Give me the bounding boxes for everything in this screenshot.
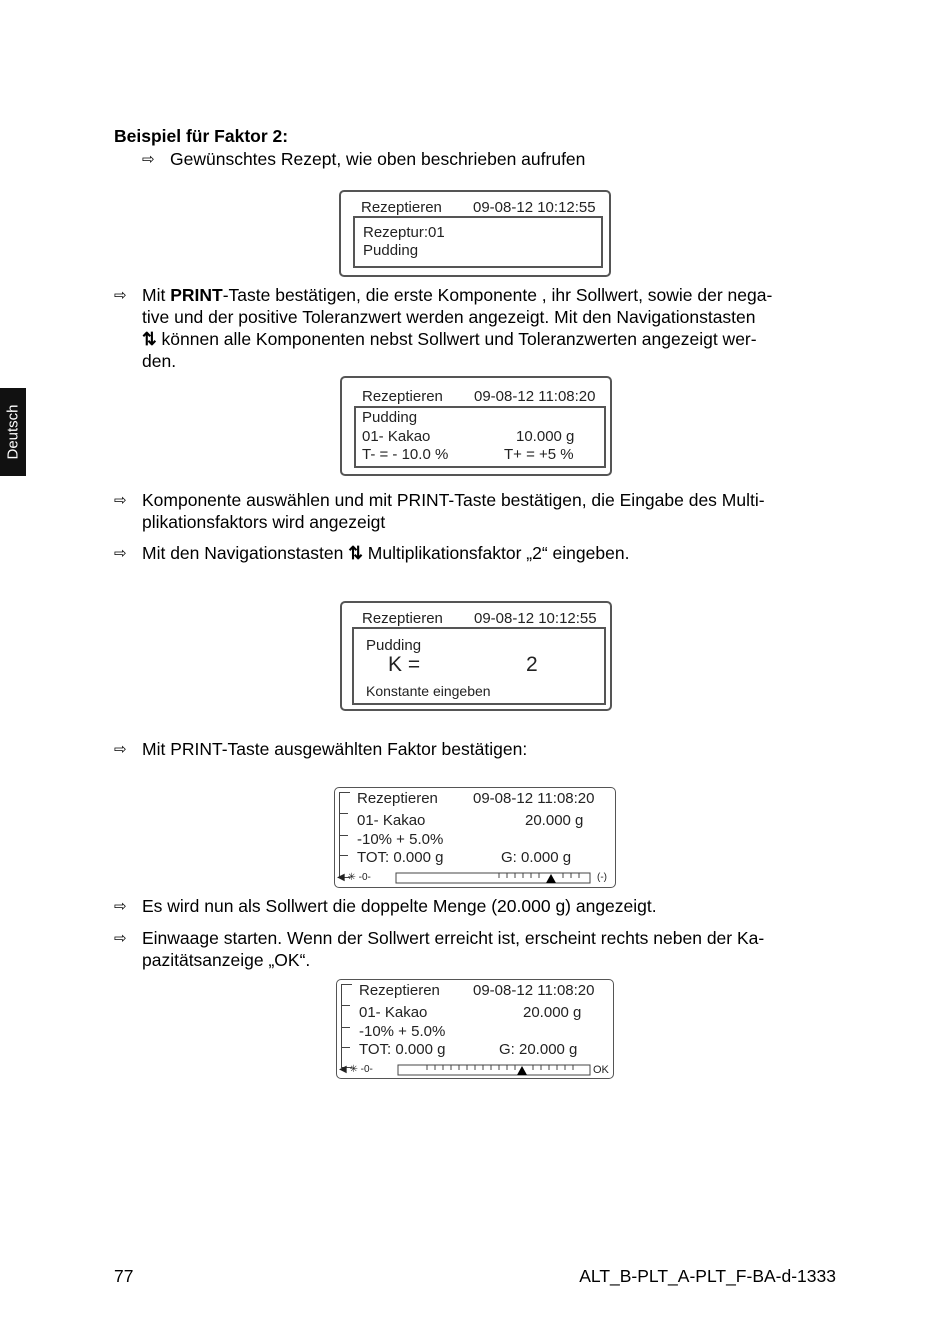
component-target: 20.000 g [523, 1004, 582, 1021]
tolerance-range: -10% + 5.0% [359, 1023, 446, 1040]
step-1-text: Gewünschtes Rezept, wie oben beschrieben aufrufen [170, 149, 586, 169]
arrow-icon: ⇨ [142, 151, 155, 168]
component-target: 20.000 g [525, 812, 584, 829]
level-indicator [339, 792, 350, 878]
screen-title: Rezeptieren [362, 610, 443, 627]
capacity-bar [395, 872, 591, 884]
target-marker-icon [546, 874, 556, 883]
step-4-prefix: Mit den Navigationstasten [142, 543, 349, 563]
arrow-icon: ⇨ [114, 545, 127, 562]
screen-datetime: 09-08-12 10:12:55 [474, 610, 597, 627]
display-screen-component [340, 376, 612, 476]
print-key-label: PRINT [170, 285, 223, 305]
recipe-number: Rezeptur:01 [363, 224, 445, 241]
gross-weight: G: 0.000 g [501, 849, 572, 866]
arrow-icon: ⇨ [114, 930, 127, 947]
step-2-line-1 [142, 284, 772, 306]
document-id: ALT_B-PLT_A-PLT_F-BA-d-1333 [579, 1266, 836, 1286]
step-7-line-2: pazitätsanzeige „OK“. [142, 950, 311, 970]
screen-title: Rezeptieren [361, 199, 442, 216]
recipe-name: Pudding [362, 409, 418, 426]
step-3-line-1: Komponente auswählen und mit PRINT-Taste bestätigen, die Eingabe des Multi- [142, 490, 765, 510]
recipe-name: Pudding [363, 242, 419, 259]
arrow-icon: ⇨ [114, 287, 127, 304]
display-screen-weighing-start [334, 787, 616, 888]
status-icons: ◀ ✳ -0- [337, 872, 371, 883]
arrow-icon: ⇨ [114, 741, 127, 758]
arrow-icon: ⇨ [114, 898, 127, 915]
capacity-status: OK [593, 1064, 609, 1076]
navigation-keys-icon: ⇅ [348, 543, 363, 563]
gross-weight: G: 20.000 g [499, 1041, 578, 1058]
capacity-status: (-) [597, 872, 607, 883]
screen-datetime: 09-08-12 11:08:20 [474, 388, 596, 405]
capacity-bar [397, 1064, 591, 1076]
level-indicator [341, 984, 352, 1068]
tolerance-negative: T- = - 10.0 % [362, 446, 449, 463]
factor-label: K = [388, 653, 421, 676]
status-icons: ◀ ✳ -0- [339, 1064, 373, 1075]
step-7-line-1: Einwaage starten. Wenn der Sollwert erreicht ist, erscheint rechts neben der Ka- [142, 928, 765, 948]
tolerance-range: -10% + 5.0% [357, 831, 444, 848]
step-2-line-1-rest: -Taste bestätigen, die erste Komponente , ihr Sollwert, sowie der nega- [222, 285, 773, 305]
step-3-line-2: plikationsfaktors wird angezeigt [142, 512, 386, 532]
factor-value: 2 [526, 653, 538, 676]
step-2-prefix: Mit [142, 285, 171, 305]
display-screen-factor-entry [340, 601, 612, 711]
screen-content-box [353, 216, 603, 268]
display-screen-weighing-ok [336, 979, 614, 1079]
component-label: 01- Kakao [359, 1004, 428, 1021]
step-2-line-2: tive und der positive Toleranzwert werden angezeigt. Mit den Navigationstasten [142, 307, 756, 327]
screen-datetime: 09-08-12 10:12:55 [473, 199, 596, 216]
screen-content-box [354, 406, 606, 468]
target-marker-icon [517, 1066, 527, 1075]
section-heading: Beispiel für Faktor 2: [114, 126, 289, 146]
total-weight: TOT: 0.000 g [357, 849, 444, 866]
step-4-text [142, 542, 629, 564]
screen-title: Rezeptieren [359, 982, 440, 999]
step-2-line-3 [142, 328, 757, 350]
arrow-icon: ⇨ [114, 492, 127, 509]
display-screen-recipe-select [339, 190, 611, 277]
language-tab [0, 388, 26, 476]
component-label: 01- Kakao [357, 812, 426, 829]
screen-title: Rezeptieren [357, 790, 438, 807]
page-number: 77 [114, 1266, 134, 1286]
component-target: 10.000 g [516, 428, 575, 445]
recipe-name: Pudding [366, 637, 422, 654]
step-4-suffix: Multiplikationsfaktor „2“ eingeben. [362, 543, 630, 563]
factor-prompt: Konstante eingeben [366, 683, 491, 699]
tolerance-positive: T+ = +5 % [504, 446, 574, 463]
screen-title: Rezeptieren [362, 388, 443, 405]
navigation-keys-icon: ⇅ [142, 329, 157, 349]
step-6-text: Es wird nun als Sollwert die doppelte Menge (20.000 g) angezeigt. [142, 896, 657, 916]
language-tab-label: Deutsch [4, 404, 22, 460]
screen-datetime: 09-08-12 11:08:20 [473, 982, 595, 999]
step-2-line-3-rest: können alle Komponenten nebst Sollwert und Toleranzwerten angezeigt wer- [156, 329, 757, 349]
step-5-text: Mit PRINT-Taste ausgewählten Faktor bestätigen: [142, 739, 528, 759]
screen-datetime: 09-08-12 11:08:20 [473, 790, 595, 807]
component-label: 01- Kakao [362, 428, 431, 445]
screen-content-box [352, 627, 606, 705]
step-2-line-4: den. [142, 351, 177, 371]
total-weight: TOT: 0.000 g [359, 1041, 446, 1058]
